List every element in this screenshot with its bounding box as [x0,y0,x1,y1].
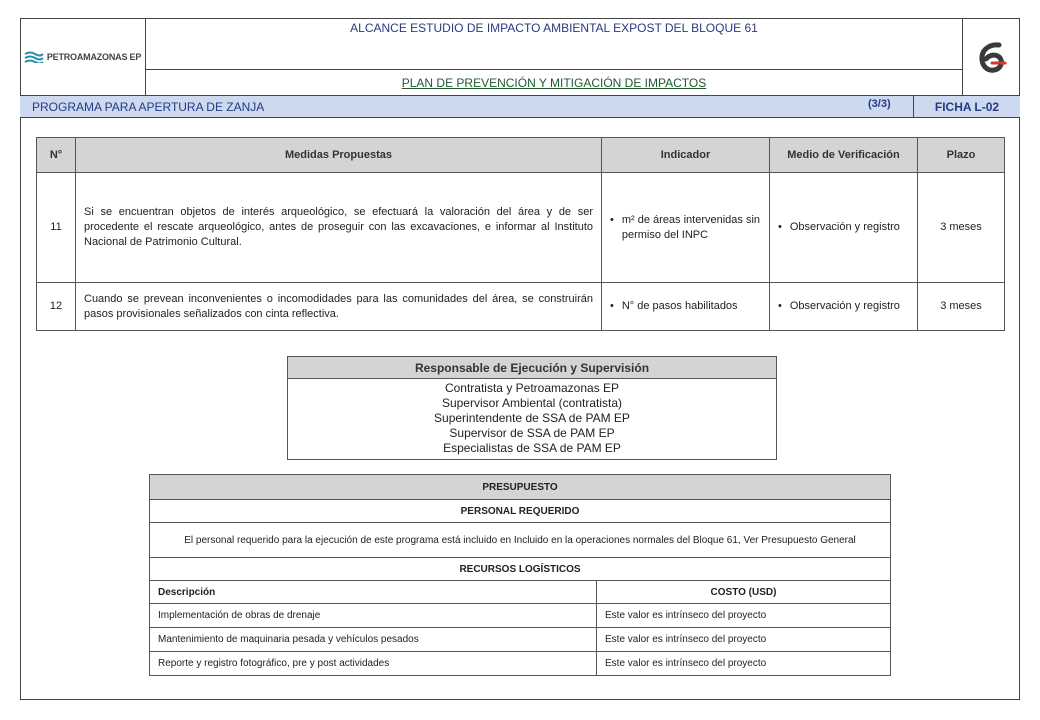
presupuesto-title: PRESUPUESTO [150,475,891,500]
program-title: PROGRAMA PARA APERTURA DE ZANJA [32,100,265,114]
row-medida: Si se encuentran objetos de interés arqueológico, se efectuará la valoración del área y de ser procedente el rescate arqueológico, antes de proseguir con las excavaciones, e informar al Instituto Nacional de Patrimonio Cultural. [76,173,602,283]
col-header-descripcion: Descripción [150,581,597,604]
petroamazonas-wave-icon [24,51,44,63]
row-verificacion [770,283,918,331]
recursos-title: RECURSOS LOGÍSTICOS [150,558,891,581]
table-row [37,173,1005,283]
bullet-icon: • [778,221,782,233]
item-description: Mantenimiento de maquinaria pesada y vehículos pesados [150,628,597,652]
responsables-table [287,356,777,460]
responsable-line: Especialistas de SSA de PAM EP [443,441,621,455]
measures-table [36,137,1005,331]
table-row [150,628,891,652]
presupuesto-table [149,474,891,676]
col-header-verificacion: Medio de Verificación [770,138,918,173]
item-cost: Este valor es intrínseco del proyecto [597,628,891,652]
row-plazo: 3 meses [918,283,1005,331]
program-bar [20,96,1020,118]
row-indicador [602,283,770,331]
item-description: Implementación de obras de drenaje [150,604,597,628]
table-row [37,283,1005,331]
right-logo-cell [962,18,1020,96]
row-indicador [602,173,770,283]
bullet-icon: • [610,213,614,226]
col-header-costo: COSTO (USD) [597,581,891,604]
row-plazo: 3 meses [918,173,1005,283]
measures-header-row [37,138,1005,173]
responsables-header: Responsable de Ejecución y Supervisión [288,357,777,379]
company-name: PETROAMAZONAS EP [46,52,142,62]
verificacion-text: Observación y registro [789,221,900,233]
bullet-icon: • [610,300,614,312]
indicador-text: N° de pasos habilitados [621,300,738,312]
stylized-6-logo-icon [975,40,1009,74]
item-cost: Este valor es intrínseco del proyecto [597,604,891,628]
petroamazonas-logo [24,51,141,63]
personal-title: PERSONAL REQUERIDO [150,500,891,523]
plan-subtitle: PLAN DE PREVENCIÓN Y MITIGACIÓN DE IMPACTOS [401,76,707,90]
company-logo-cell [20,18,146,96]
item-description: Reporte y registro fotográfico, pre y post actividades [150,652,597,676]
personal-note: El personal requerido para la ejecución de este programa está incluido en Incluido en la operaciones normales del Bloque 61, Ver Presupuesto General [150,523,891,558]
table-row [150,652,891,676]
item-cost: Este valor es intrínseco del proyecto [597,652,891,676]
col-header-number: N° [37,138,76,173]
responsable-line: Supervisor de SSA de PAM EP [449,426,615,440]
responsable-line: Superintendente de SSA de PAM EP [434,411,630,425]
ficha-code: FICHA L-02 [913,96,1020,117]
col-header-medidas: Medidas Propuestas [76,138,602,173]
bullet-icon: • [778,300,782,312]
row-verificacion [770,173,918,283]
col-header-indicador: Indicador [602,138,770,173]
responsables-list [288,379,777,460]
row-medida: Cuando se prevean inconvenientes o incomodidades para las comunidades del área, se construirán pasos provisionales señalizados con cinta reflectiva. [76,283,602,331]
col-header-plazo: Plazo [918,138,1005,173]
row-number: 12 [37,283,76,331]
verificacion-text: Observación y registro [789,300,900,312]
responsable-line: Supervisor Ambiental (contratista) [441,396,623,410]
responsable-line: Contratista y Petroamazonas EP [444,381,620,395]
table-row [150,604,891,628]
page-indicator: (3/3) [868,98,891,110]
row-number: 11 [37,173,76,283]
document-title: ALCANCE ESTUDIO DE IMPACTO AMBIENTAL EXPOST DEL BLOQUE 61 [146,18,962,70]
indicador-text: m² de áreas intervenidas sin permiso del INPC [621,213,761,241]
